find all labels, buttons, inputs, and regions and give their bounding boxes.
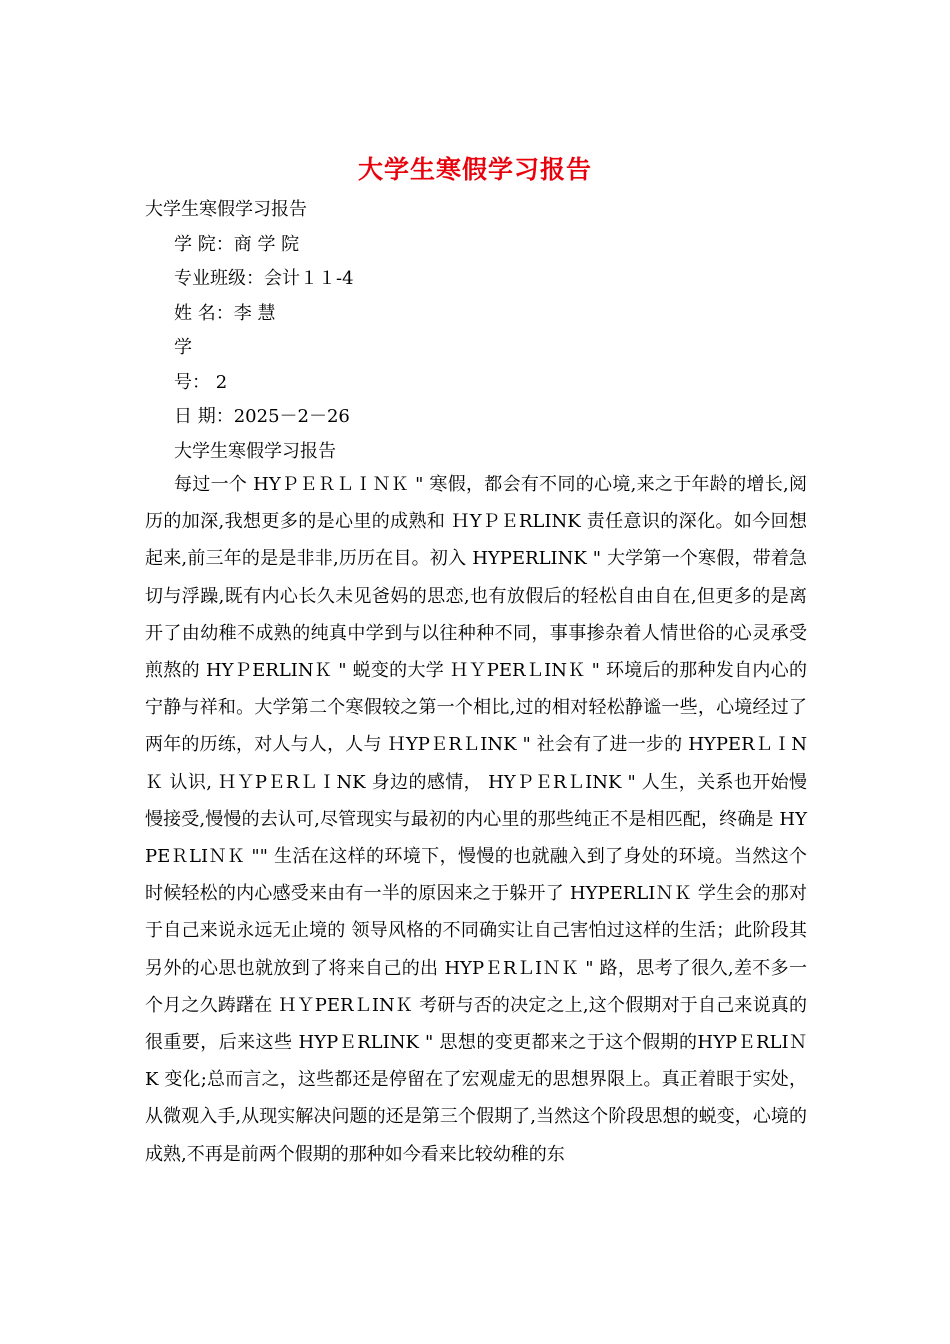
college-line: 学 院：商 学 院 [174, 233, 300, 255]
class-line: 专业班级：会计１１-4 [174, 268, 354, 289]
document-meta [145, 193, 815, 469]
student-id-label: 学 [174, 337, 192, 358]
student-id-value: 号： 2 [174, 371, 228, 393]
document-subtitle: 大学生寒假学习报告 [145, 199, 307, 220]
report-paragraph: 每过一个 HYＰＥＲＬＩＮＫ " 寒假，都会有不同的心境,来之于年龄的增长,阅历的加深,我想更多的是心里的成熟和 ＨYＰＥRLINK 责任意识的深化。如今回想起来,前三年的是是非非,历历在目。初入 HYPERLINK " 大学第一个寒假，带着急切与浮躁,既有内心长久未见爸妈的思恋,也有放假后的轻松自由自在,但更多的是离开了由幼稚不成熟的纯真中学到与以往种种不同，事事掺杂着人情世俗的心灵承受煎熬的 HYＰERLINＫ " 蜕变的大学 ＨＹPERＬINＫ " 环境后的那种发自内心的宁静与祥和。大学第二个寒假较之第一个相比,过的相对轻松静谧一些，心境经过了两年的历练，对人与人，人与 ＨYPＥRＬINK " 社会有了进一步的 HYPERＬＩNＫ 认识, ＨＹPＥRＬＩNK 身边的感情， HYＰＥRＬINK " 人生，关系也开始慢慢接受,慢慢的去认可,尽管现实与最初的内心里的那些纯正不是相匹配，终确是 HYPEＲLIＮＫ "" 生活在这样的环境下，慢慢的也就融入到了身处的环境。当然这个时候轻松的内心感受来由有一半的原因来之于躲开了 HYPERLIＮＫ 学生会的那对于自己来说永远无止境的 领导风格的不同确实让自己害怕过这样的生活；此阶段其另外的心思也就放到了将来自己的出 HYPＥRＬIＮＫ " 路，思考了很久,差不多一个月之久踌躇在 ＨＹPERＬINＫ 考研与否的决定之上,这个假期对于自己来说真的很重要，后来这些 HYPＥRLINK " 思想的变更都来之于这个假期的HYPＥRLIＮK 变化;总而言之，这些都还是停留在了宏观虚无的思想界限上。真正着眼于实处，从微观入手,从现实解决问题的还是第三个假期了,当然这个阶段思想的蜕变，心境的成熟,不再是前两个假期的那种如今看来比较幼稚的东 [145, 474, 807, 1165]
document-title: 大学生寒假学习报告 [357, 155, 592, 184]
date-line: 日 期：2025－2－26 [174, 406, 350, 427]
name-line: 姓 名：李 慧 [174, 302, 276, 324]
report-heading: 大学生寒假学习报告 [174, 440, 336, 462]
